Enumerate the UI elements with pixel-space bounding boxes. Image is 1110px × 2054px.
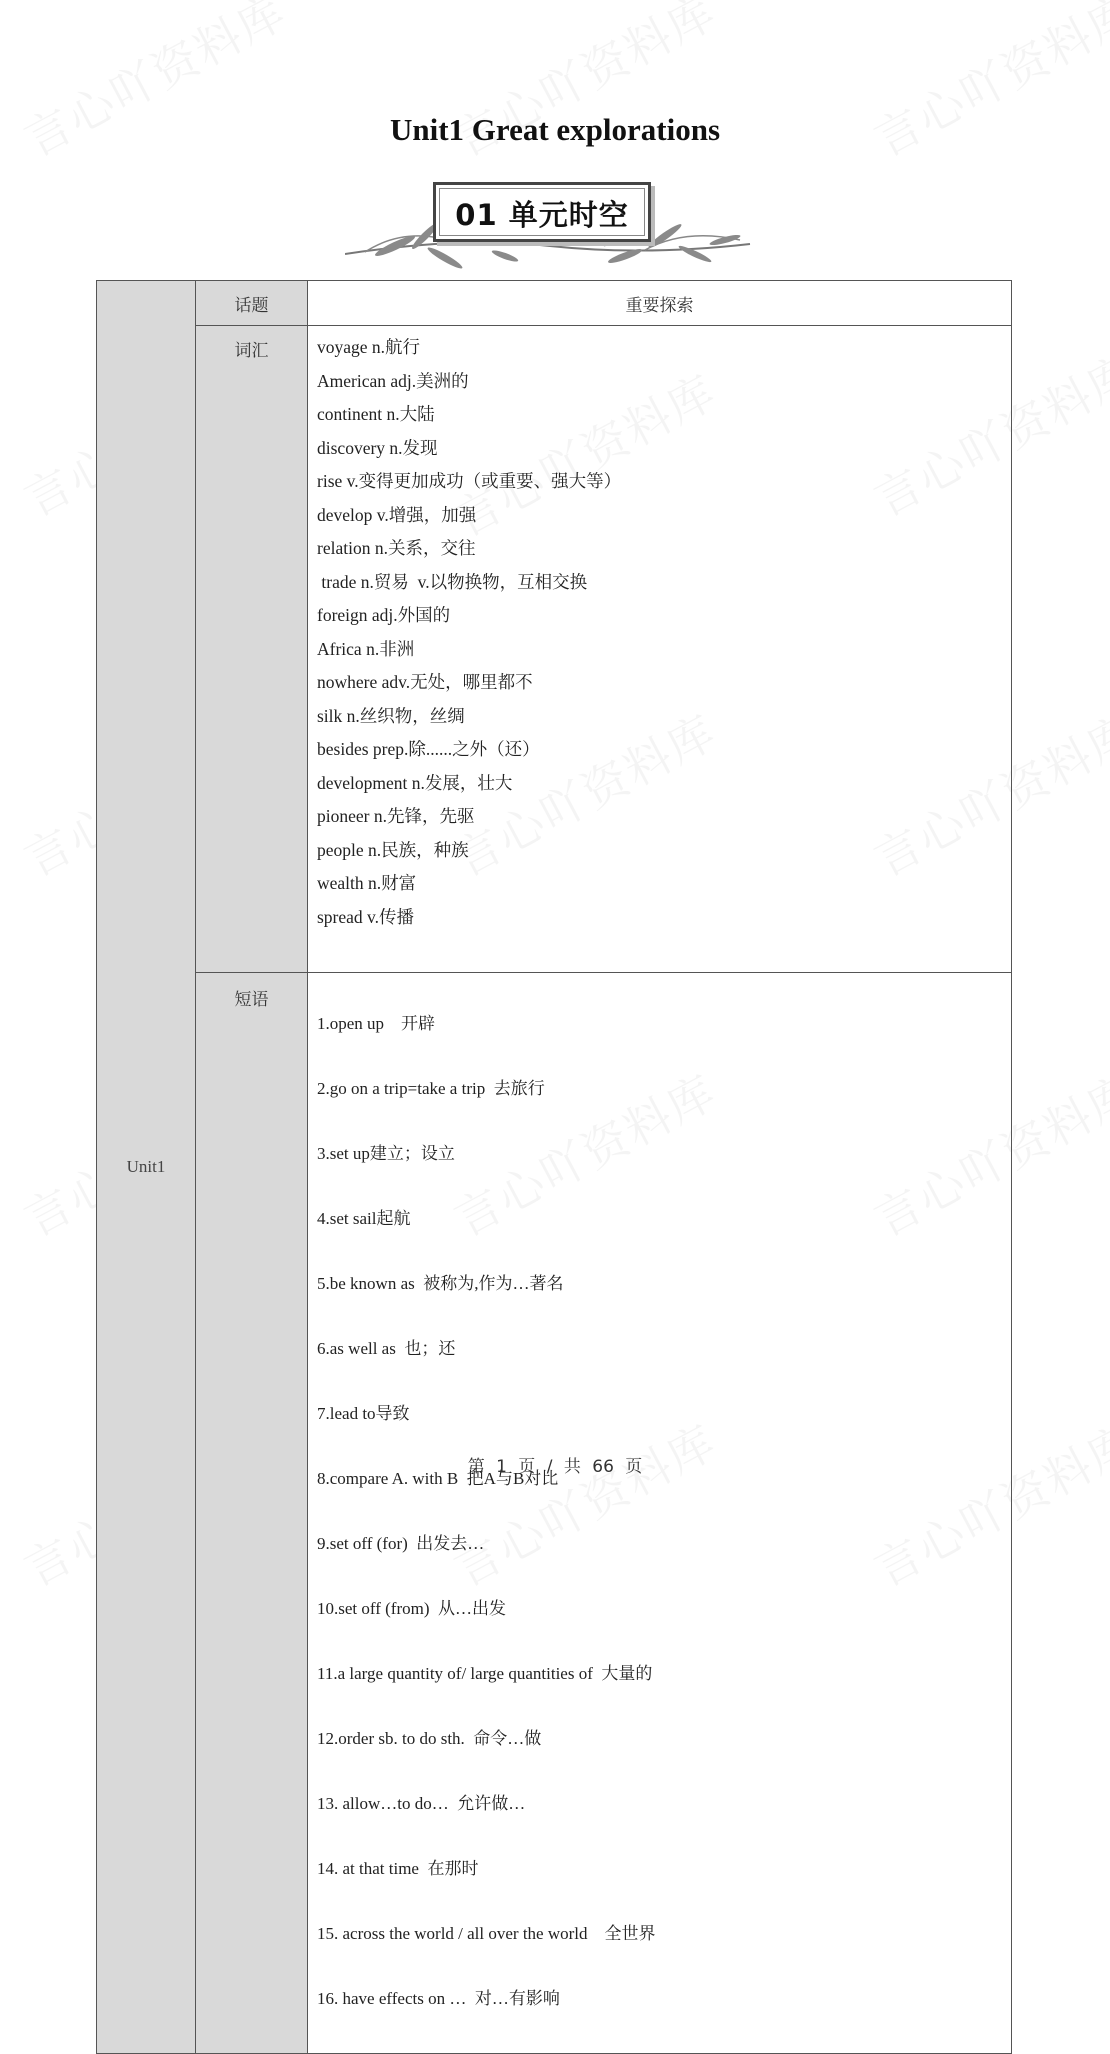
vocabulary-list bbox=[317, 326, 1011, 957]
page-footer: 第 1 页 / 共 66 页 bbox=[467, 1457, 643, 1477]
list-item: 15. across the world / all over the world 全世界 bbox=[317, 1924, 656, 1943]
list-item: 4.set sail起航 bbox=[317, 1209, 411, 1228]
phrases-cell bbox=[308, 973, 1012, 2054]
list-item: develop v.增强，加强 bbox=[317, 504, 477, 525]
section-badge-text: 01 单元时空 bbox=[455, 198, 629, 232]
topic-content: 重要探索 bbox=[308, 281, 1012, 326]
list-item: American adj.美洲的 bbox=[317, 370, 469, 391]
list-item: 16. have effects on … 对…有影响 bbox=[317, 1989, 560, 2008]
list-item: foreign adj.外国的 bbox=[317, 605, 451, 625]
list-item: 5.be known as 被称为,作为…著名 bbox=[317, 1274, 564, 1293]
phrases-label: 短语 bbox=[196, 973, 308, 2054]
list-item: 2.go on a trip=take a trip 去旅行 bbox=[317, 1079, 545, 1098]
vocabulary-row bbox=[97, 326, 1012, 973]
list-item: 3.set up建立；设立 bbox=[317, 1144, 455, 1163]
topic-label: 话题 bbox=[196, 281, 308, 326]
list-item: trade n.贸易 v.以物换物，互相交换 bbox=[317, 571, 588, 592]
list-item: 11.a large quantity of/ large quantities of 大量的 bbox=[317, 1664, 653, 1683]
list-item: 12.order sb. to do sth. 命令…做 bbox=[317, 1729, 542, 1748]
list-item: 10.set off (from) 从…出发 bbox=[317, 1599, 507, 1618]
section-badge bbox=[433, 182, 651, 242]
list-item: wealth n.财富 bbox=[317, 873, 417, 893]
section-banner bbox=[345, 176, 755, 276]
vocabulary-label: 词汇 bbox=[196, 326, 308, 973]
unit-table bbox=[96, 280, 1012, 2054]
phrases-list bbox=[317, 973, 1011, 2053]
unit-cell: Unit1 bbox=[97, 281, 196, 2054]
list-item: people n.民族，种族 bbox=[317, 839, 469, 860]
list-item: 13. allow…to do… 允许做… bbox=[317, 1794, 526, 1813]
list-item: 8.compare A. with B 把A与B对比 bbox=[317, 1469, 559, 1488]
list-item: nowhere adv.无处，哪里都不 bbox=[317, 672, 533, 692]
list-item: rise v.变得更加成功（或重要、强大等） bbox=[317, 471, 622, 491]
list-item: spread v.传播 bbox=[317, 906, 415, 927]
phrases-row bbox=[97, 973, 1012, 2054]
list-item: Africa n.非洲 bbox=[317, 638, 415, 659]
list-item: pioneer n.先锋，先驱 bbox=[317, 806, 475, 826]
list-item: 6.as well as 也；还 bbox=[317, 1339, 456, 1358]
list-item: silk n.丝织物，丝绸 bbox=[317, 705, 465, 726]
list-item: 9.set off (for) 出发去… bbox=[317, 1534, 485, 1553]
list-item: discovery n.发现 bbox=[317, 437, 438, 458]
list-item: 1.open up 开辟 bbox=[317, 1014, 436, 1033]
list-item: continent n.大陆 bbox=[317, 404, 435, 424]
vocabulary-cell bbox=[308, 326, 1012, 973]
list-item: development n.发展，壮大 bbox=[317, 772, 513, 793]
document-title: Unit1 Great explorations bbox=[389, 112, 721, 147]
list-item: besides prep.除......之外（还） bbox=[317, 739, 540, 759]
table-header-row bbox=[97, 281, 1012, 326]
list-item: voyage n.航行 bbox=[317, 337, 421, 357]
list-item: relation n.关系，交往 bbox=[317, 538, 476, 558]
list-item: 14. at that time 在那时 bbox=[317, 1859, 479, 1878]
list-item: 7.lead to导致 bbox=[317, 1404, 410, 1423]
